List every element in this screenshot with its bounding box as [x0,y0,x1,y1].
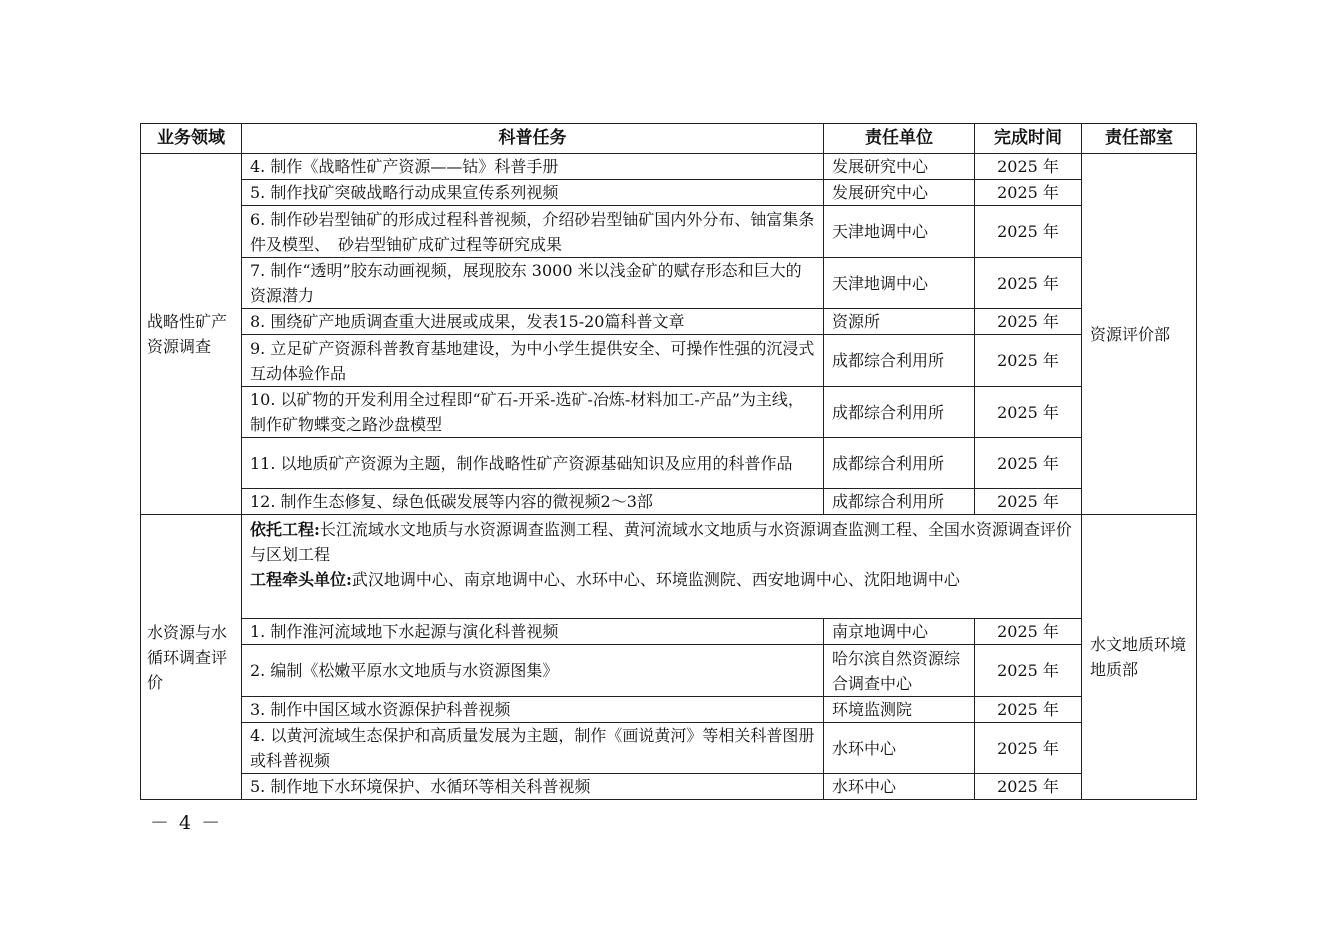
table-row [141,619,1197,645]
dept-cell: 资源评价部 [1082,154,1197,515]
task-cell: 5. 制作找矿突破战略行动成果宣传系列视频 [242,180,824,206]
header-time: 完成时间 [975,124,1082,154]
time-cell: 2025 年 [975,723,1082,774]
page-number: － 4 － [150,812,223,834]
project-info-cell [242,515,1082,619]
unit-cell: 发展研究中心 [824,180,975,206]
time-cell: 2025 年 [975,309,1082,335]
dept-cell: 水文地质环境地质部 [1082,515,1197,800]
task-table [140,123,1197,800]
task-cell: 7. 制作“透明”胶东动画视频，展现胶东 3000 米以浅金矿的赋存形态和巨大的资源潜力 [242,258,824,309]
task-cell: 9. 立足矿产资源科普教育基地建设，为中小学生提供安全、可操作性强的沉浸式互动体验作品 [242,335,824,387]
task-cell: 12. 制作生态修复、绿色低碳发展等内容的微视频2～3部 [242,489,824,515]
lead-unit-text: 武汉地调中心、南京地调中心、水环中心、环境监测院、西安地调中心、沈阳地调中心 [351,570,960,589]
table-row [141,180,1197,206]
task-cell: 1. 制作淮河流域地下水起源与演化科普视频 [242,619,824,645]
time-cell: 2025 年 [975,335,1082,387]
time-cell: 2025 年 [975,154,1082,180]
unit-cell: 资源所 [824,309,975,335]
unit-cell: 环境监测院 [824,697,975,723]
unit-cell: 成都综合利用所 [824,489,975,515]
task-cell: 2. 编制《松嫩平原水文地质与水资源图集》 [242,645,824,697]
task-cell: 8. 围绕矿产地质调查重大进展或成果，发表15-20篇科普文章 [242,309,824,335]
table-row [141,335,1197,387]
time-cell: 2025 年 [975,206,1082,258]
unit-cell: 天津地调中心 [824,206,975,258]
task-cell: 4. 以黄河流域生态保护和高质量发展为主题，制作《画说黄河》等相关科普图册或科普视频 [242,723,824,774]
task-cell: 6. 制作砂岩型铀矿的形成过程科普视频，介绍砂岩型铀矿国内外分布、铀富集条件及模型、 砂岩型铀矿成矿过程等研究成果 [242,206,824,258]
lead-unit-label: 工程牵头单位: [250,570,352,589]
time-cell: 2025 年 [975,387,1082,438]
unit-cell: 南京地调中心 [824,619,975,645]
header-dept: 责任部室 [1082,124,1197,154]
table-row [141,645,1197,697]
table-row [141,258,1197,309]
task-cell: 4. 制作《战略性矿产资源——钴》科普手册 [242,154,824,180]
area-cell: 战略性矿产资源调查 [141,154,242,515]
task-cell: 3. 制作中国区域水资源保护科普视频 [242,697,824,723]
time-cell: 2025 年 [975,180,1082,206]
time-cell: 2025 年 [975,645,1082,697]
time-cell: 2025 年 [975,697,1082,723]
unit-cell: 成都综合利用所 [824,387,975,438]
project-text: 长江流域水文地质与水资源调查监测工程、黄河流域水文地质与水资源调查监测工程、全国水资源调查评价与区划工程 [250,520,1072,564]
header-area: 业务领域 [141,124,242,154]
table-row [141,438,1197,489]
task-cell: 11. 以地质矿产资源为主题，制作战略性矿产资源基础知识及应用的科普作品 [242,438,824,489]
unit-cell: 发展研究中心 [824,154,975,180]
time-cell: 2025 年 [975,489,1082,515]
unit-cell: 哈尔滨自然资源综合调查中心 [824,645,975,697]
time-cell: 2025 年 [975,438,1082,489]
table-row [141,489,1197,515]
time-cell: 2025 年 [975,258,1082,309]
header-row [141,124,1197,154]
area-cell: 水资源与水循环调查评价 [141,515,242,800]
unit-cell: 成都综合利用所 [824,335,975,387]
time-cell: 2025 年 [975,774,1082,800]
project-label: 依托工程: [250,520,320,539]
task-cell: 10. 以矿物的开发利用全过程即“矿石-开采-选矿-冶炼-材料加工-产品”为主线，制作矿物蝶变之路沙盘模型 [242,387,824,438]
table-row [141,723,1197,774]
unit-cell: 水环中心 [824,774,975,800]
table-row [141,774,1197,800]
header-unit: 责任单位 [824,124,975,154]
table-row [141,387,1197,438]
time-cell: 2025 年 [975,619,1082,645]
table-row [141,154,1197,180]
header-task: 科普任务 [242,124,824,154]
unit-cell: 水环中心 [824,723,975,774]
task-cell: 5. 制作地下水环境保护、水循环等相关科普视频 [242,774,824,800]
project-info-row [141,515,1197,619]
table-row [141,309,1197,335]
table-row [141,206,1197,258]
unit-cell: 天津地调中心 [824,258,975,309]
unit-cell: 成都综合利用所 [824,438,975,489]
table-row [141,697,1197,723]
